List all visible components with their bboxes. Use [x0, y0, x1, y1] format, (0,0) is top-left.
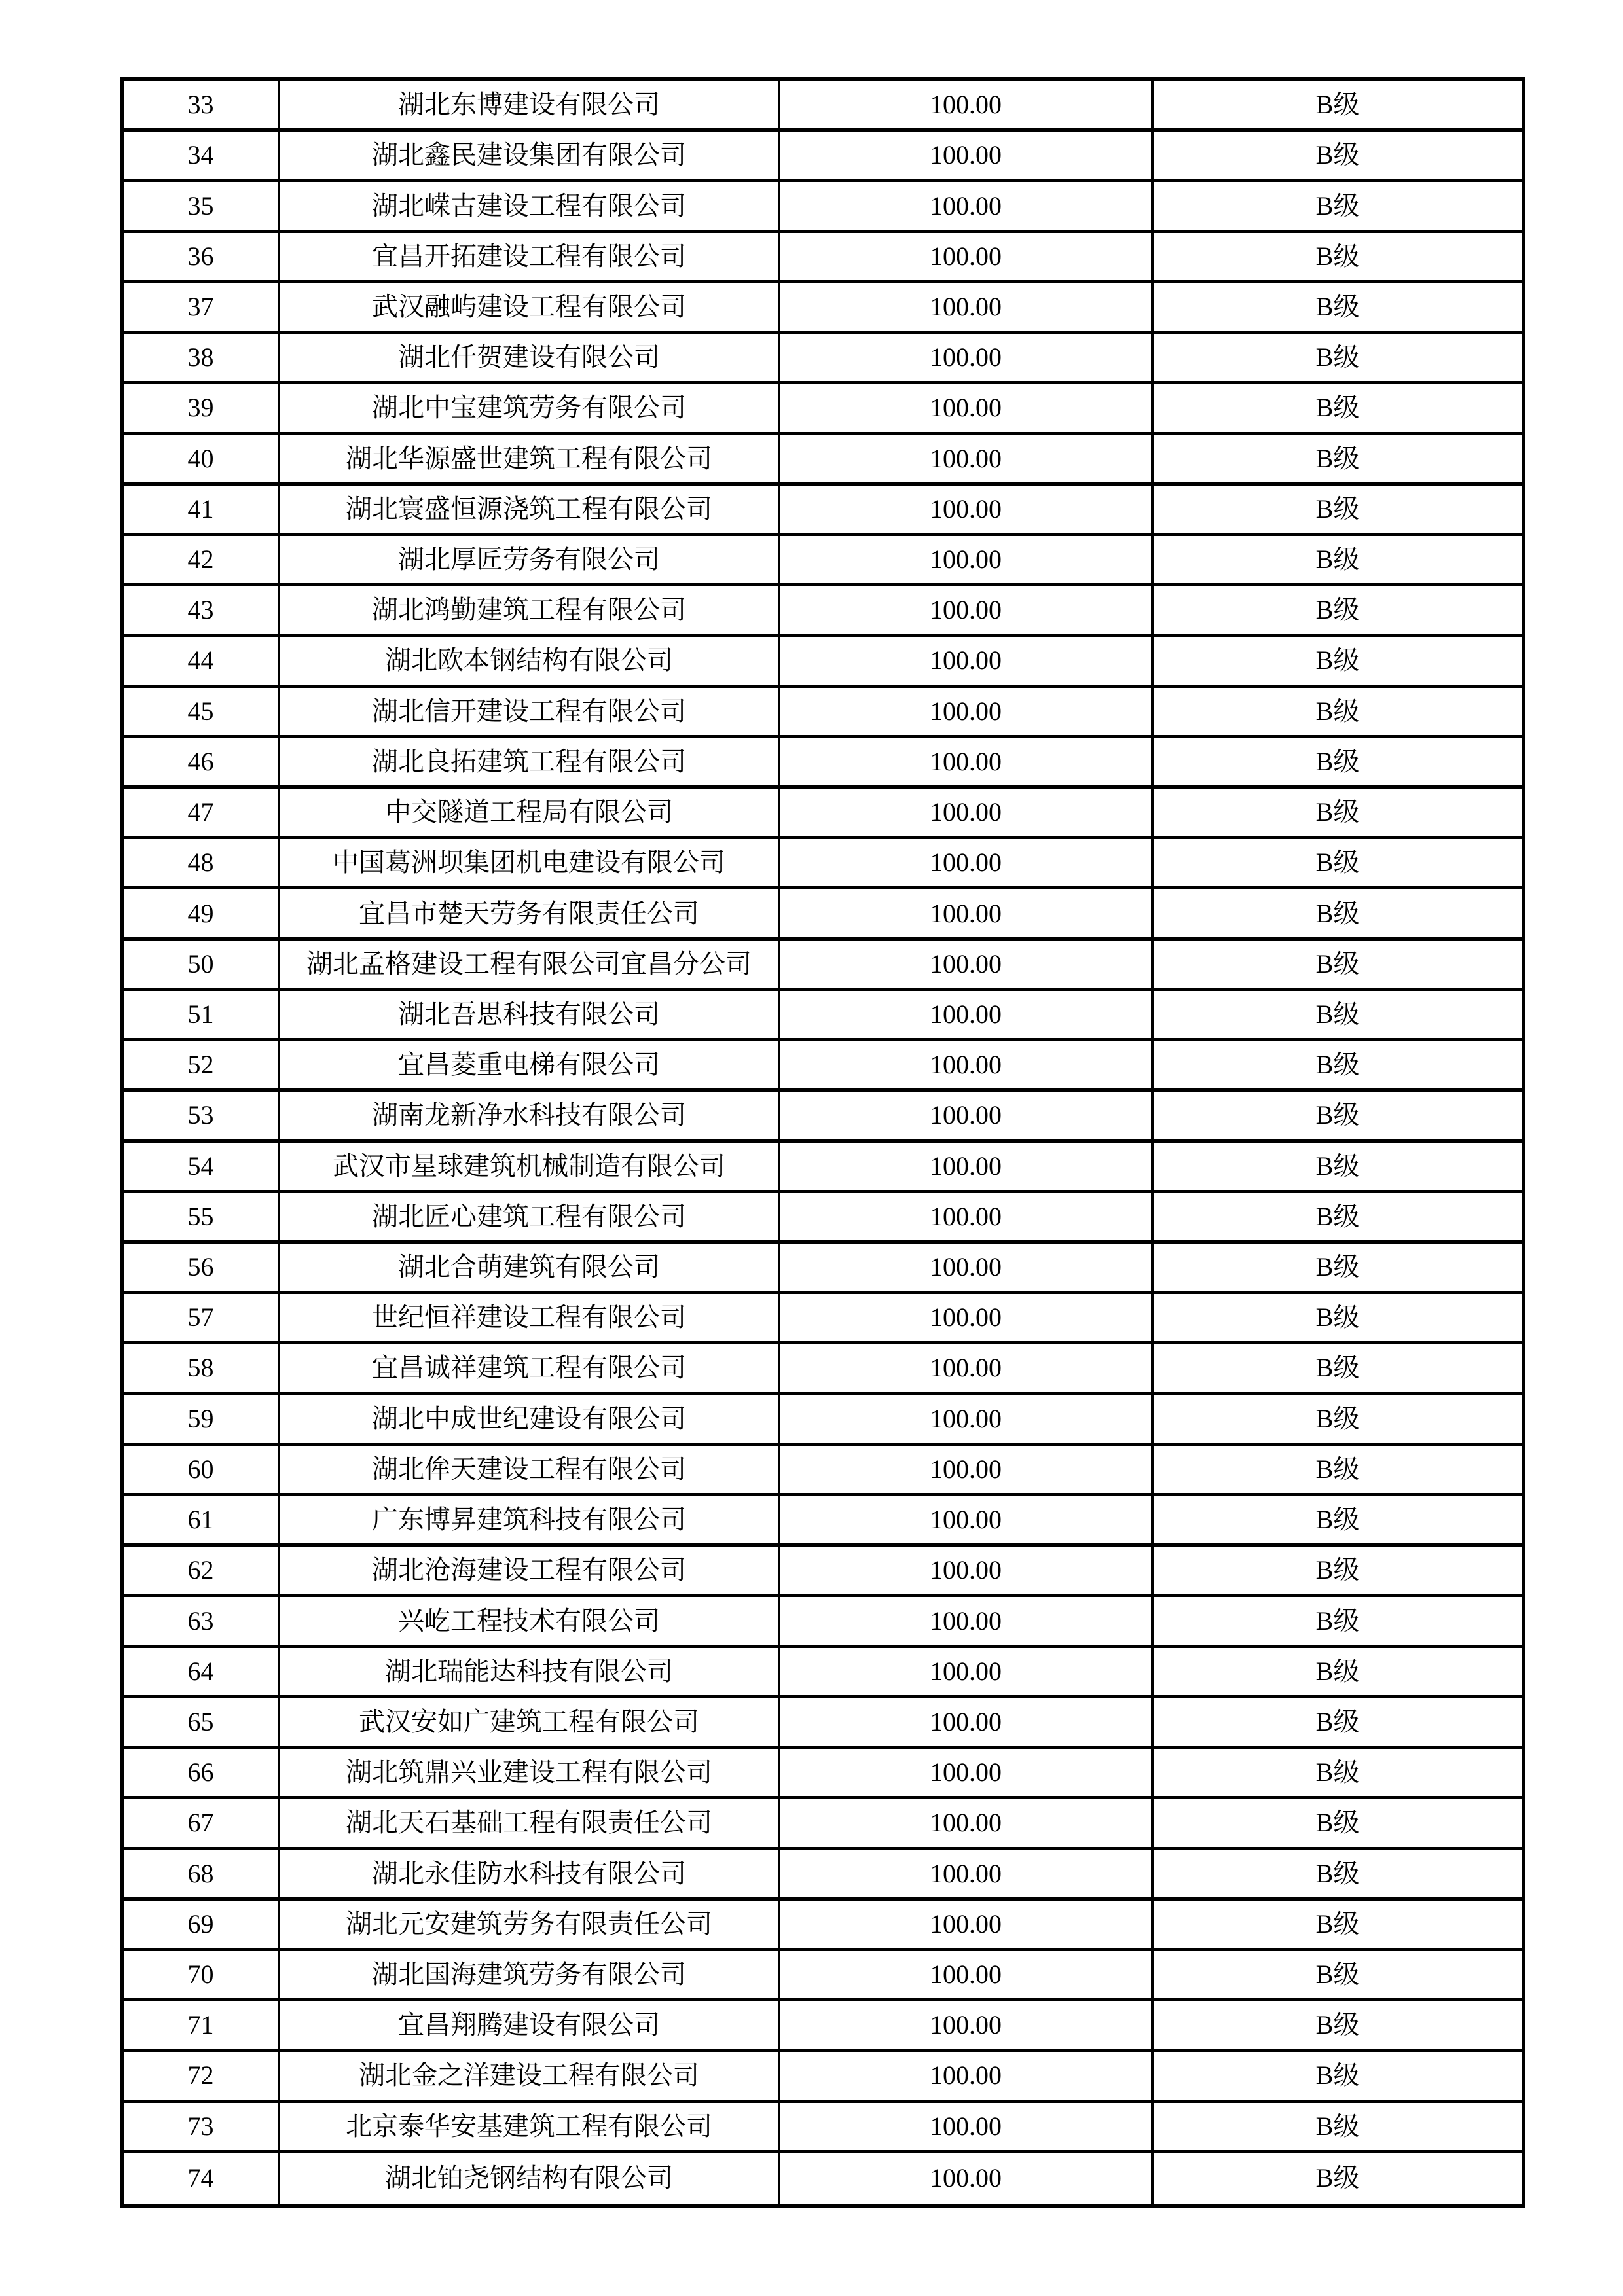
grade-cell: B级 [1154, 334, 1522, 384]
grade-cell: B级 [1154, 486, 1522, 536]
row-number-cell: 44 [124, 637, 280, 687]
company-name-cell: 广东博昇建筑科技有限公司 [280, 1496, 780, 1547]
company-name-cell: 湖北寰盛恒源浇筑工程有限公司 [280, 486, 780, 536]
row-number-cell: 37 [124, 283, 280, 334]
row-number-cell: 64 [124, 1648, 280, 1698]
company-name-cell: 北京泰华安基建筑工程有限公司 [280, 2103, 780, 2153]
score-cell: 100.00 [780, 2153, 1154, 2204]
score-cell: 100.00 [780, 435, 1154, 486]
score-cell: 100.00 [780, 1749, 1154, 1799]
score-cell: 100.00 [780, 1901, 1154, 1951]
row-number-cell: 66 [124, 1749, 280, 1799]
score-cell: 100.00 [780, 384, 1154, 435]
company-name-cell: 湖北元安建筑劳务有限责任公司 [280, 1901, 780, 1951]
company-name-cell: 湖北东博建设有限公司 [280, 81, 780, 132]
company-name-cell: 湖北欧本钢结构有限公司 [280, 637, 780, 687]
row-number-cell: 58 [124, 1344, 280, 1395]
row-number-cell: 33 [124, 81, 280, 132]
company-name-cell: 湖北仟贺建设有限公司 [280, 334, 780, 384]
row-number-cell: 61 [124, 1496, 280, 1547]
grade-cell: B级 [1154, 941, 1522, 991]
row-number-cell: 49 [124, 889, 280, 940]
company-name-cell: 湖北华源盛世建筑工程有限公司 [280, 435, 780, 486]
score-cell: 100.00 [780, 991, 1154, 1041]
row-number-cell: 47 [124, 789, 280, 839]
grade-cell: B级 [1154, 1901, 1522, 1951]
company-name-cell: 湖北筑鼎兴业建设工程有限公司 [280, 1749, 780, 1799]
row-number-cell: 55 [124, 1193, 280, 1244]
score-cell: 100.00 [780, 1799, 1154, 1850]
grade-cell: B级 [1154, 789, 1522, 839]
grade-cell: B级 [1154, 132, 1522, 182]
company-name-cell: 湖北信开建设工程有限公司 [280, 688, 780, 738]
company-name-cell: 湖北鸿勤建筑工程有限公司 [280, 586, 780, 637]
score-cell: 100.00 [780, 233, 1154, 283]
score-cell: 100.00 [780, 1092, 1154, 1142]
grade-cell: B级 [1154, 1244, 1522, 1294]
score-cell: 100.00 [780, 789, 1154, 839]
score-cell: 100.00 [780, 688, 1154, 738]
row-number-cell: 74 [124, 2153, 280, 2204]
row-number-cell: 35 [124, 182, 280, 232]
grade-cell: B级 [1154, 1193, 1522, 1244]
company-name-cell: 湖北嵘古建设工程有限公司 [280, 182, 780, 232]
score-cell: 100.00 [780, 1193, 1154, 1244]
company-name-cell: 湖北沧海建设工程有限公司 [280, 1547, 780, 1597]
company-name-cell: 宜昌诚祥建筑工程有限公司 [280, 1344, 780, 1395]
company-name-cell: 湖北孟格建设工程有限公司宜昌分公司 [280, 941, 780, 991]
score-cell: 100.00 [780, 1547, 1154, 1597]
score-cell: 100.00 [780, 1395, 1154, 1446]
score-cell: 100.00 [780, 1446, 1154, 1496]
grade-cell: B级 [1154, 2052, 1522, 2102]
row-number-cell: 73 [124, 2103, 280, 2153]
grade-cell: B级 [1154, 1041, 1522, 1092]
company-name-cell: 湖北国海建筑劳务有限公司 [280, 1951, 780, 2001]
company-name-cell: 宜昌翔腾建设有限公司 [280, 2001, 780, 2052]
company-name-cell: 宜昌开拓建设工程有限公司 [280, 233, 780, 283]
grade-cell: B级 [1154, 435, 1522, 486]
company-name-cell: 湖北永佳防水科技有限公司 [280, 1850, 780, 1901]
company-name-cell: 湖北合萌建筑有限公司 [280, 1244, 780, 1294]
company-name-cell: 宜昌市楚天劳务有限责任公司 [280, 889, 780, 940]
score-cell: 100.00 [780, 1698, 1154, 1749]
score-cell: 100.00 [780, 586, 1154, 637]
score-cell: 100.00 [780, 334, 1154, 384]
company-name-cell: 湖北良拓建筑工程有限公司 [280, 738, 780, 789]
score-cell: 100.00 [780, 2103, 1154, 2153]
company-name-cell: 湖北鑫民建设集团有限公司 [280, 132, 780, 182]
grade-cell: B级 [1154, 1597, 1522, 1647]
row-number-cell: 51 [124, 991, 280, 1041]
company-name-cell: 湖北侔天建设工程有限公司 [280, 1446, 780, 1496]
company-name-cell: 湖北金之洋建设工程有限公司 [280, 2052, 780, 2102]
score-cell: 100.00 [780, 1850, 1154, 1901]
grade-cell: B级 [1154, 738, 1522, 789]
company-name-cell: 湖北中成世纪建设有限公司 [280, 1395, 780, 1446]
score-cell: 100.00 [780, 536, 1154, 586]
company-rating-table [120, 77, 1525, 2208]
grade-cell: B级 [1315, 2163, 1360, 2193]
score-cell: 100.00 [780, 1244, 1154, 1294]
score-cell: 100.00 [780, 839, 1154, 889]
score-cell: 100.00 [780, 889, 1154, 940]
row-number-cell: 56 [124, 1244, 280, 1294]
company-name-cell: 武汉融屿建设工程有限公司 [280, 283, 780, 334]
company-name-cell: 武汉市星球建筑机械制造有限公司 [280, 1143, 780, 1193]
score-cell: 100.00 [780, 1648, 1154, 1698]
row-number-cell: 53 [124, 1092, 280, 1142]
company-name-cell: 武汉安如广建筑工程有限公司 [280, 1698, 780, 1749]
row-number-cell: 46 [124, 738, 280, 789]
grade-cell: B级 [1154, 283, 1522, 334]
grade-cell: B级 [1154, 1092, 1522, 1142]
row-number-cell: 45 [124, 688, 280, 738]
company-name-cell: 兴屹工程技术有限公司 [280, 1597, 780, 1647]
grade-cell: B级 [1154, 1294, 1522, 1344]
grade-cell: B级 [1154, 586, 1522, 637]
row-number-cell: 59 [124, 1395, 280, 1446]
row-number-cell: 72 [124, 2052, 280, 2102]
grade-cell: B级 [1154, 233, 1522, 283]
grade-cell: B级 [1154, 1496, 1522, 1547]
company-name-cell: 中国葛洲坝集团机电建设有限公司 [280, 839, 780, 889]
company-name-cell: 湖北匠心建筑工程有限公司 [280, 1193, 780, 1244]
row-number-cell: 54 [124, 1143, 280, 1193]
score-cell: 100.00 [780, 637, 1154, 687]
company-name-cell: 世纪恒祥建设工程有限公司 [280, 1294, 780, 1344]
row-number-cell: 67 [124, 1799, 280, 1850]
row-number-cell: 42 [124, 536, 280, 586]
score-cell: 100.00 [780, 1041, 1154, 1092]
row-number-cell: 52 [124, 1041, 280, 1092]
grade-cell: B级 [1154, 1547, 1522, 1597]
grade-cell: B级 [1154, 889, 1522, 940]
score-cell: 100.00 [780, 2052, 1154, 2102]
score-cell: 100.00 [780, 486, 1154, 536]
score-cell: 100.00 [780, 2001, 1154, 2052]
company-name-cell: 湖北瑞能达科技有限公司 [280, 1648, 780, 1698]
row-number-cell: 69 [124, 1901, 280, 1951]
row-number-cell: 40 [124, 435, 280, 486]
score-cell: 100.00 [780, 81, 1154, 132]
company-name-cell: 湖北铂尧钢结构有限公司 [280, 2153, 780, 2204]
row-number-cell: 48 [124, 839, 280, 889]
grade-cell: B级 [1154, 1698, 1522, 1749]
grade-cell: B级 [1154, 1850, 1522, 1901]
row-number-cell: 60 [124, 1446, 280, 1496]
row-number-cell: 36 [124, 233, 280, 283]
score-cell: 100.00 [780, 182, 1154, 232]
score-cell: 100.00 [780, 1143, 1154, 1193]
score-cell: 100.00 [780, 1597, 1154, 1647]
row-number-cell: 41 [124, 486, 280, 536]
grade-cell: B级 [1154, 1344, 1522, 1395]
grade-cell: B级 [1154, 839, 1522, 889]
score-cell: 100.00 [780, 738, 1154, 789]
row-number-cell: 38 [124, 334, 280, 384]
row-number-cell: 57 [124, 1294, 280, 1344]
row-number-cell: 39 [124, 384, 280, 435]
grade-cell: B级 [1154, 81, 1522, 132]
score-cell: 100.00 [780, 1951, 1154, 2001]
company-name-cell: 湖北天石基础工程有限责任公司 [280, 1799, 780, 1850]
score-cell: 100.00 [780, 132, 1154, 182]
grade-cell: B级 [1154, 536, 1522, 586]
grade-cell: B级 [1154, 2103, 1522, 2153]
grade-cell: B级 [1154, 384, 1522, 435]
grade-cell: B级 [1154, 688, 1522, 738]
score-cell: 100.00 [780, 1496, 1154, 1547]
row-number-cell: 65 [124, 1698, 280, 1749]
grade-cell: B级 [1154, 1749, 1522, 1799]
row-number-cell: 63 [124, 1597, 280, 1647]
grade-cell: B级 [1154, 991, 1522, 1041]
company-name-cell: 湖南龙新净水科技有限公司 [280, 1092, 780, 1142]
row-number-cell: 70 [124, 1951, 280, 2001]
grade-cell: B级 [1154, 1446, 1522, 1496]
grade-cell: B级 [1154, 182, 1522, 232]
grade-cell: B级 [1154, 1799, 1522, 1850]
row-number-cell: 71 [124, 2001, 280, 2052]
grade-cell: B级 [1154, 637, 1522, 687]
row-number-cell: 43 [124, 586, 280, 637]
grade-cell: B级 [1154, 1648, 1522, 1698]
grade-cell: B级 [1154, 1143, 1522, 1193]
row-number-cell: 68 [124, 1850, 280, 1901]
company-name-cell: 中交隧道工程局有限公司 [280, 789, 780, 839]
row-number-cell: 50 [124, 941, 280, 991]
score-cell: 100.00 [780, 941, 1154, 991]
company-name-cell: 宜昌菱重电梯有限公司 [280, 1041, 780, 1092]
score-cell: 100.00 [780, 1344, 1154, 1395]
grade-cell: B级 [1154, 1395, 1522, 1446]
score-cell: 100.00 [780, 283, 1154, 334]
grade-cell: B级 [1154, 2001, 1522, 2052]
company-name-cell: 湖北吾思科技有限公司 [280, 991, 780, 1041]
row-number-cell: 62 [124, 1547, 280, 1597]
company-name-cell: 湖北厚匠劳务有限公司 [280, 536, 780, 586]
company-name-cell: 湖北中宝建筑劳务有限公司 [280, 384, 780, 435]
row-number-cell: 34 [124, 132, 280, 182]
score-cell: 100.00 [780, 1294, 1154, 1344]
grade-cell: B级 [1154, 1951, 1522, 2001]
